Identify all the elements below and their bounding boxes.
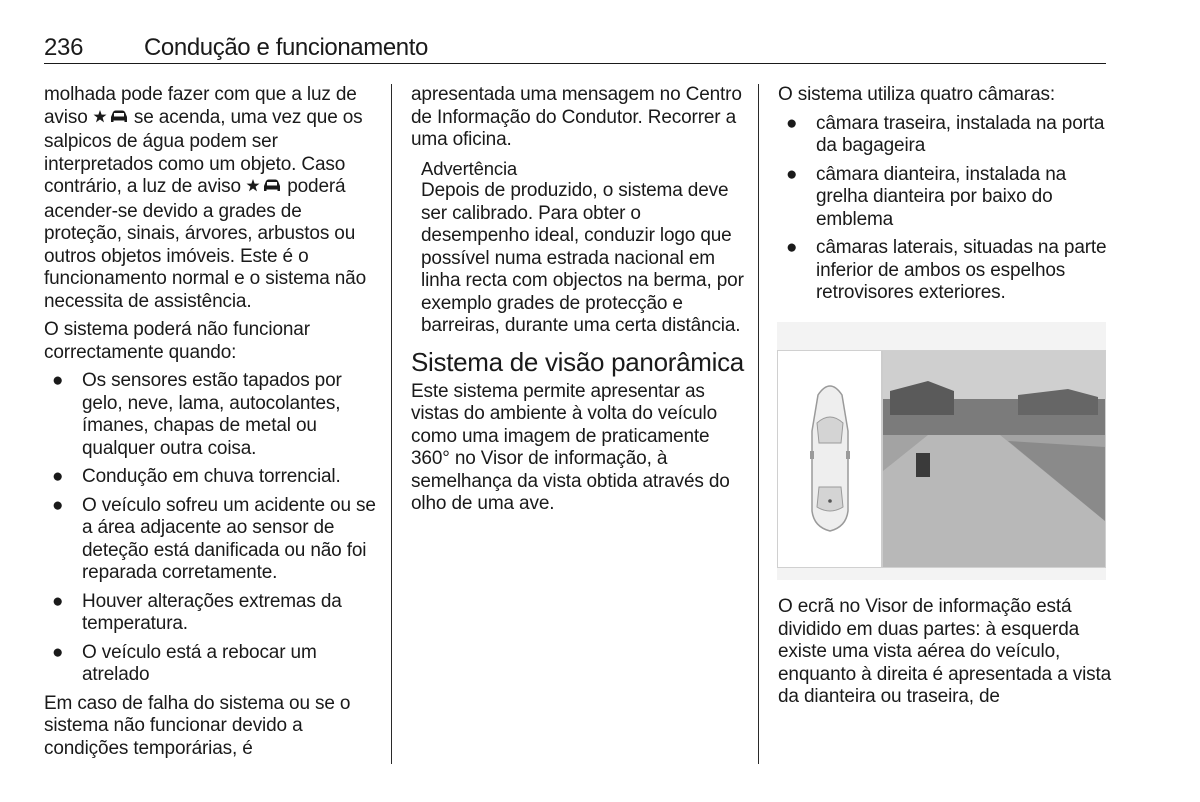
list-item [44, 466, 378, 489]
panoramic-view-figure [777, 322, 1106, 580]
list-item [44, 495, 378, 585]
bullet-icon: ● [52, 590, 64, 612]
header-rule [44, 63, 1106, 64]
paragraph-continued: apresentada uma mensagem no Centro de Informação do Condutor. Recorrer a uma oficina. [411, 84, 742, 150]
list-item [44, 591, 378, 636]
bullet-icon: ● [52, 466, 64, 487]
column-divider-1 [391, 84, 392, 764]
column-1 [44, 84, 378, 766]
list-item [778, 237, 1112, 305]
warning-title: Advertência [421, 157, 518, 179]
page-number: 236 [44, 34, 84, 61]
column-3-bottom [778, 596, 1112, 715]
column-2 [411, 84, 745, 522]
list-item-text: Houver alterações extremas da temperatura. [82, 590, 342, 634]
list-item-text: Os sensores estão tapados por gelo, neve, lama, autocolantes, ímanes, chapas de metal ou qualquer outra coisa. [82, 370, 342, 459]
camera-list [778, 113, 1112, 305]
paragraph-1 [44, 84, 378, 313]
paragraph-3: Em caso de falha do sistema ou se o sistema não funcionar devido a condições temporárias, é [44, 692, 351, 759]
list-item [44, 370, 378, 460]
list-item [778, 164, 1112, 232]
bullet-list [44, 370, 378, 687]
bullet-icon: ● [52, 494, 64, 516]
page-header [44, 34, 1106, 64]
paragraph-text: se acenda, uma vez que os salpicos de água podem ser interpretados como um objeto. Caso contrário, a luz de aviso [44, 106, 363, 197]
list-item [44, 642, 378, 687]
list-item-text: O veículo está a rebocar um atrelado [82, 641, 317, 685]
section-heading: Sistema de visão panorâmica [411, 346, 744, 377]
sensor-warning-icon [246, 178, 282, 201]
column-3 [778, 84, 1112, 311]
list-item-text: câmara traseira, instalada na porta da bagageira [816, 112, 1105, 156]
bullet-icon: ● [786, 112, 798, 134]
paragraph-display-description: O ecrã no Visor de informação está dividido em duas partes: à esquerda existe uma vista aérea do veículo, enquanto à direita é apresentada a vista da dianteira ou traseira, de [778, 596, 1112, 707]
sensor-warning-icon [93, 109, 129, 132]
bullet-icon: ● [786, 237, 798, 258]
bullet-icon: ● [52, 641, 64, 663]
section-title: Condução e funcionamento [144, 34, 428, 61]
warning-body: Depois de produzido, o sistema deve ser calibrado. Para obter o desempenho ideal, conduzir logo que possível numa estrada nacional em linha recta com objectos na berma, por exemplo grades de protecção e barreiras, durante uma certa distância. [421, 180, 744, 336]
paragraph-2: O sistema poderá não funcionar correctamente quando: [44, 319, 310, 363]
list-item [778, 113, 1112, 158]
paragraph-text: molhada pode fazer com que a luz de aviso [44, 84, 357, 128]
bullet-icon: ● [52, 370, 64, 391]
list-item-text: O veículo sofreu um acidente ou se a área adjacente ao sensor de deteção está danificada ou não foi reparada corretamente. [82, 494, 376, 583]
column-divider-2 [758, 84, 759, 764]
list-item-text: Condução em chuva torrencial. [82, 466, 341, 487]
list-item-text: câmara dianteira, instalada na grelha dianteira por baixo do emblema [816, 163, 1067, 230]
car-overhead-icon [810, 386, 850, 531]
paragraph-cameras: O sistema utiliza quatro câmaras: [778, 84, 1055, 105]
list-item-text: câmaras laterais, situadas na parte inferior de ambos os espelhos retrovisores exteriores. [816, 237, 1107, 303]
paragraph-intro: Este sistema permite apresentar as vistas do ambiente à volta do veículo como uma imagem de praticamente 360° no Visor de informação, à semelhança da vista obtida através do olho de uma ave. [411, 380, 730, 514]
bullet-icon: ● [786, 163, 798, 185]
display-screenshot [777, 350, 1106, 568]
paragraph-text: poderá acender-se devido a grades de proteção, sinais, árvores, arbustos ou outros objetos imóveis. Este é o funcionamento normal e o sistema não necessita de assistência. [44, 176, 367, 312]
